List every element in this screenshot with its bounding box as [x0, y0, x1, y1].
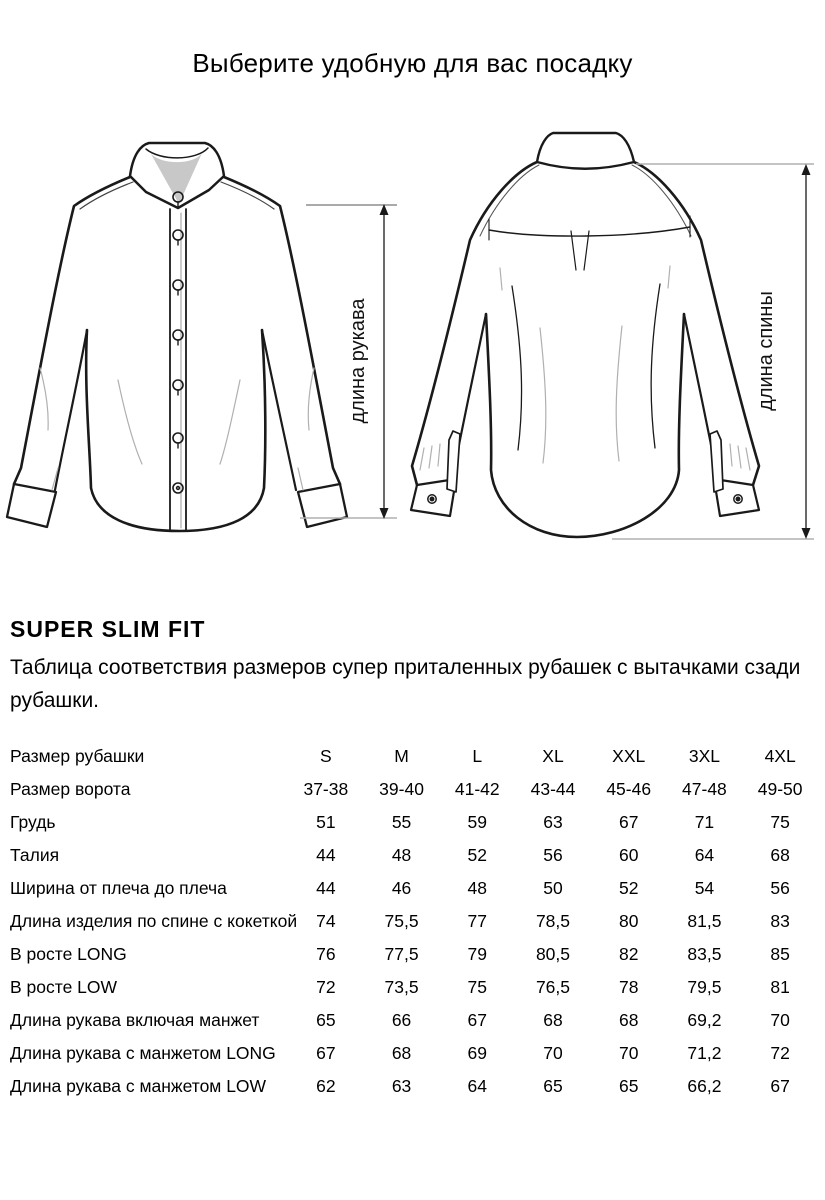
size-value: 48: [467, 878, 488, 898]
back-dart: [651, 284, 660, 448]
row-label: Длина рукава с манжетом LONG: [10, 1043, 276, 1063]
size-value: 76: [316, 944, 336, 964]
size-value: 77,5: [384, 944, 419, 964]
size-value: 78: [618, 977, 639, 997]
size-value: 62: [316, 1076, 336, 1096]
row-label: Длина изделия по спине с кокеткой: [10, 911, 298, 931]
size-column-header: XL: [542, 746, 564, 766]
size-value: 46: [391, 878, 412, 898]
size-value: 43-44: [530, 779, 576, 799]
size-value: 60: [618, 845, 639, 865]
size-value: 74: [316, 911, 336, 931]
size-value: 79: [467, 944, 488, 964]
table-row: [10, 1004, 818, 1037]
row-label: Длина рукава включая манжет: [10, 1010, 260, 1030]
size-value: 66,2: [687, 1076, 722, 1096]
size-value: 37-38: [303, 779, 349, 799]
table-row: [10, 806, 818, 839]
size-value: 68: [543, 1010, 563, 1030]
front-left-cuff: [7, 484, 56, 527]
size-value: 71,2: [687, 1043, 722, 1063]
size-table: [10, 740, 818, 1103]
size-value: 80: [618, 911, 639, 931]
back-shirt-drawing: [411, 133, 759, 537]
size-value: 67: [618, 812, 639, 832]
size-value: 39-40: [379, 779, 424, 799]
size-value: 69,2: [687, 1010, 722, 1030]
size-value: 70: [618, 1043, 639, 1063]
size-value: 72: [770, 1043, 790, 1063]
back-body: [486, 314, 684, 537]
size-value: 70: [770, 1010, 790, 1030]
table-row: [10, 1037, 818, 1070]
size-value: 59: [467, 812, 488, 832]
size-value: 66: [391, 1010, 412, 1030]
size-value: 77: [467, 911, 488, 931]
size-value: 65: [618, 1076, 639, 1096]
size-value: 72: [316, 977, 336, 997]
row-label: Талия: [10, 845, 60, 865]
size-value: 73,5: [384, 977, 419, 997]
size-value: 63: [391, 1076, 412, 1096]
size-value: 71: [694, 812, 715, 832]
size-value: 48: [391, 845, 412, 865]
sleeve-length-label: длина рукава: [347, 298, 369, 424]
size-value: 64: [467, 1076, 488, 1096]
table-row: [10, 839, 818, 872]
sleeve-placket: [447, 431, 460, 492]
size-value: 78,5: [535, 911, 571, 931]
size-value: 54: [694, 878, 715, 898]
row-label: Размер ворота: [10, 779, 131, 799]
size-value: 65: [543, 1076, 563, 1096]
size-value: 85: [770, 944, 790, 964]
size-value: 56: [770, 878, 790, 898]
size-value: 44: [316, 878, 336, 898]
table-header-row: [10, 740, 818, 773]
size-value: 76,5: [535, 977, 571, 997]
size-value: 64: [694, 845, 715, 865]
size-value: 68: [391, 1043, 412, 1063]
size-value: 75,5: [384, 911, 419, 931]
row-label: Грудь: [10, 812, 56, 832]
table-row: [10, 872, 818, 905]
back-collar: [537, 133, 634, 169]
size-value: 67: [770, 1076, 790, 1096]
table-row: [10, 1070, 818, 1103]
row-label: В росте LONG: [10, 944, 127, 964]
row-label: Размер рубашки: [10, 746, 145, 766]
front-right-cuff: [298, 484, 347, 527]
back-dart: [512, 286, 522, 450]
sleeve-placket: [710, 431, 723, 492]
size-column-header: L: [472, 746, 483, 766]
size-value: 41-42: [454, 779, 500, 799]
row-label: В росте LOW: [10, 977, 118, 997]
size-value: 68: [618, 1010, 639, 1030]
size-column-header: XXL: [612, 746, 646, 766]
table-row: [10, 971, 818, 1004]
size-column-header: 4XL: [764, 746, 796, 766]
size-value: 81,5: [687, 911, 722, 931]
table-row: [10, 905, 818, 938]
back-length-label: длина спины: [755, 291, 777, 411]
size-value: 69: [467, 1043, 488, 1063]
size-value: 63: [543, 812, 563, 832]
table-row: [10, 773, 818, 806]
row-label: Ширина от плеча до плеча: [10, 878, 227, 898]
size-value: 56: [543, 845, 563, 865]
size-column-header: M: [394, 746, 409, 766]
size-value: 75: [467, 977, 488, 997]
size-value: 67: [467, 1010, 488, 1030]
size-value: 44: [316, 845, 336, 865]
size-value: 52: [467, 845, 488, 865]
size-value: 83,5: [687, 944, 722, 964]
front-shirt-drawing: [7, 143, 347, 531]
size-value: 80,5: [535, 944, 571, 964]
shirt-measurement-diagram: [0, 118, 825, 565]
page-title: Выберите удобную для вас посадку: [192, 48, 633, 78]
table-row: [10, 938, 818, 971]
front-body: [86, 330, 265, 531]
size-value: 70: [543, 1043, 563, 1063]
size-value: 65: [316, 1010, 336, 1030]
size-value: 47-48: [682, 779, 727, 799]
size-column-header: S: [320, 746, 332, 766]
size-value: 51: [316, 812, 336, 832]
size-value: 82: [618, 944, 639, 964]
size-value: 67: [316, 1043, 336, 1063]
size-value: 52: [618, 878, 639, 898]
size-column-header: 3XL: [688, 746, 720, 766]
size-value: 68: [770, 845, 790, 865]
row-label: Длина рукава с манжетом LOW: [10, 1076, 267, 1096]
size-value: 81: [770, 977, 790, 997]
size-value: 75: [770, 812, 790, 832]
sleeve-length-measure: [300, 204, 397, 519]
fit-heading: SUPER SLIM FIT: [10, 616, 206, 642]
size-value: 55: [391, 812, 412, 832]
size-value: 50: [543, 878, 563, 898]
shirt-diagram-svg: [0, 118, 825, 565]
size-value: 49-50: [757, 779, 803, 799]
fit-description: Таблица соответствия размеров супер приталенных рубашек с вытачками сзади рубашки.: [10, 656, 801, 712]
size-value: 83: [770, 911, 790, 931]
size-value: 45-46: [606, 779, 652, 799]
collar-shade: [151, 153, 202, 204]
size-value: 79,5: [687, 977, 722, 997]
